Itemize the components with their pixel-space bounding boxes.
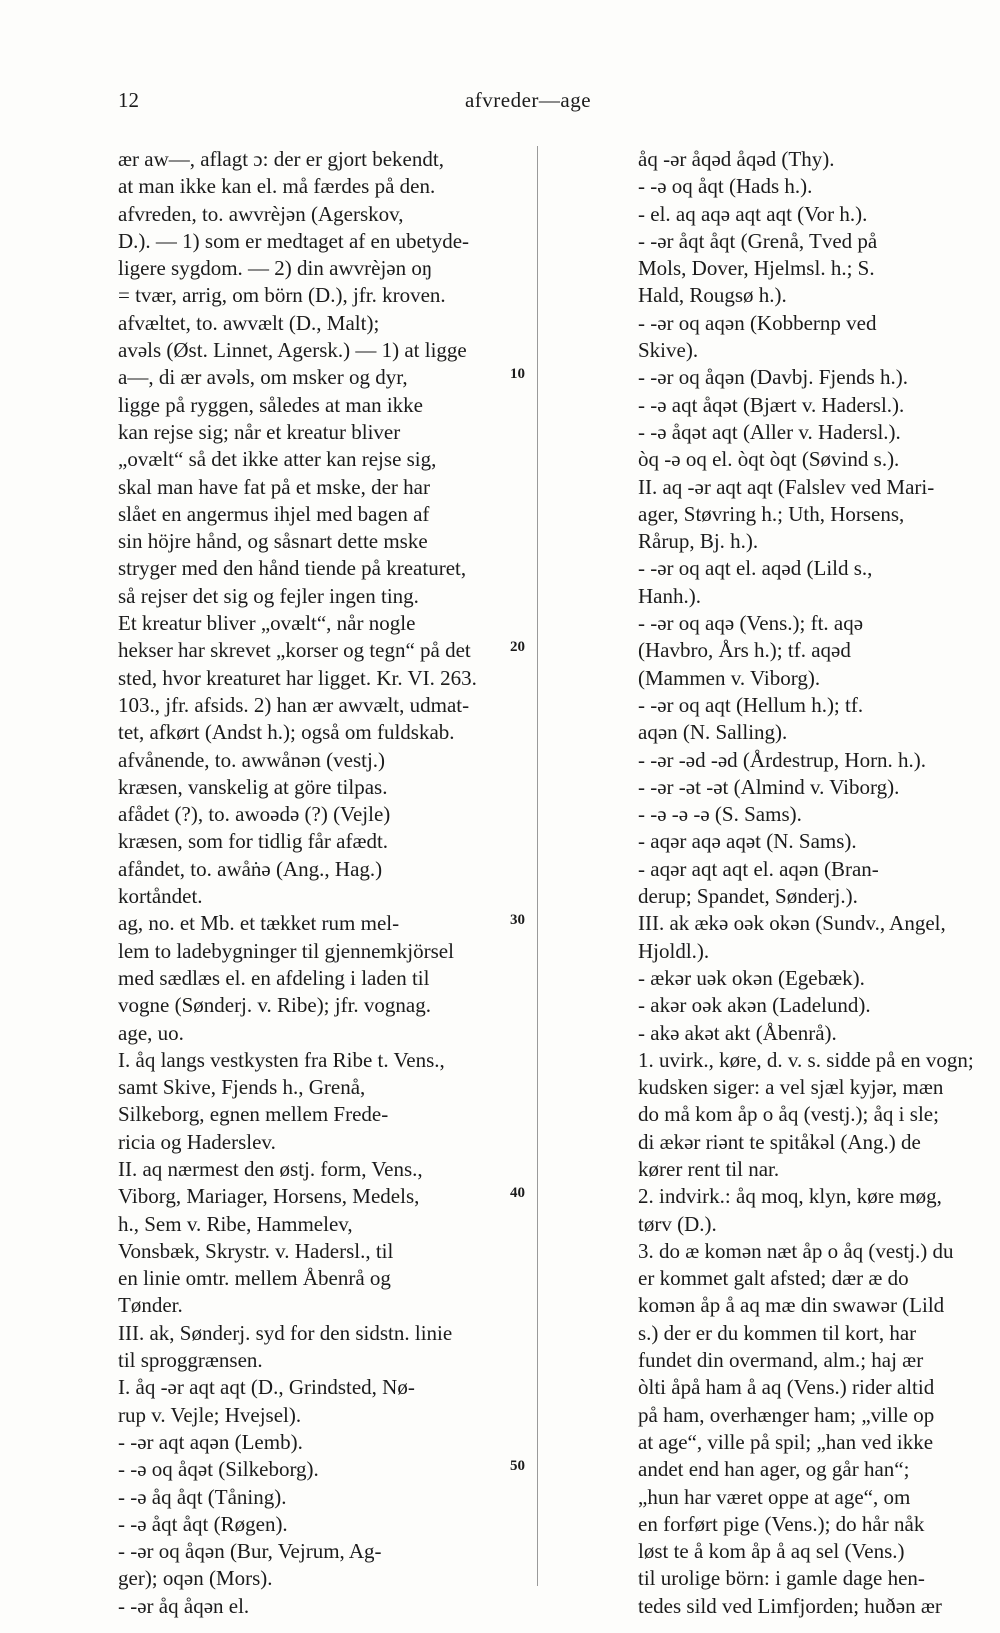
text-line: òq -ə oq el. òqt òqt (Søvind s.). bbox=[638, 447, 900, 472]
text-line: - -ər aqt aqən (Lemb). bbox=[118, 1429, 303, 1454]
text-line: - -ər -əd -əd (Årdestrup, Horn. h.). bbox=[638, 747, 927, 772]
text-line: sted, hvor kreaturet har ligget. Kr. VI. 263. bbox=[118, 665, 477, 690]
text-line: II. aq -ər aqt aqt (Falslev ved Mari- bbox=[638, 474, 935, 499]
page-header bbox=[118, 88, 938, 122]
running-head: afvreder—age bbox=[464, 88, 592, 112]
text-line: løst te å kom åp å aq sel (Vens.) bbox=[638, 1539, 905, 1564]
text-line: (Mammen v. Viborg). bbox=[638, 665, 821, 690]
text-line: på ham, overhænger ham; „ville op bbox=[638, 1402, 935, 1427]
text-line: stryger med den hånd tiende på kreaturet, bbox=[118, 556, 467, 581]
right-column bbox=[638, 146, 976, 1620]
text-line: - el. aq aqə aqt aqt (Vor h.). bbox=[638, 201, 868, 226]
left-column bbox=[118, 146, 530, 1620]
line-number: 40 bbox=[510, 1185, 525, 1201]
text-line: skal man have fat på et mske, der har bbox=[118, 474, 430, 499]
text-line: - ækər uək okən (Egebæk). bbox=[638, 965, 865, 990]
text-line: - -ər oq aqən (Kobbernp ved bbox=[638, 310, 877, 335]
text-line: „ovælt“ så det ikke atter kan rejse sig, bbox=[118, 447, 437, 472]
text-line: kan rejse sig; når et kreatur bliver bbox=[118, 419, 401, 444]
text-line: kører rent til nar. bbox=[638, 1156, 780, 1181]
text-line: - -ər oq aqt el. aqəd (Lild s., bbox=[638, 556, 873, 581]
text-line: I. åq langs vestkysten fra Ribe t. Vens., bbox=[118, 1047, 445, 1072]
text-line: a—, di ær avəls, om msker og dyr, bbox=[118, 365, 408, 390]
text-line: 1. uvirk., køre, d. v. s. sidde på en vogn; bbox=[638, 1047, 974, 1072]
text-line: avəls (Øst. Linnet, Agersk.) — 1) at ligge bbox=[118, 338, 467, 363]
text-line: Hald, Rougsø h.). bbox=[638, 283, 787, 308]
text-line: ager, Støvring h.; Uth, Horsens, bbox=[638, 501, 905, 526]
text-line: - -ə oq åqt (Hads h.). bbox=[638, 174, 813, 199]
text-line: - -ə -ə -ə (S. Sams). bbox=[638, 802, 802, 827]
text-line: åq -ər åqəd åqəd (Thy). bbox=[638, 147, 835, 171]
text-line: - -ər åqt åqt (Grenå, Tved på bbox=[638, 228, 878, 253]
text-line: afådet (?), to. awoədə (?) (Vejle) bbox=[118, 802, 391, 827]
text-line: sin höjre hånd, og såsnart dette mske bbox=[118, 529, 428, 554]
text-line: aqən (N. Salling). bbox=[638, 720, 788, 745]
text-line: tedes sild ved Limfjorden; huðən ær bbox=[638, 1593, 942, 1618]
text-line: komən åp å aq mæ din swawər (Lild bbox=[638, 1293, 945, 1318]
text-line: - -ər oq aqə (Vens.); ft. aqə bbox=[638, 611, 864, 636]
text-line: med sædlæs el. en afdeling i laden til bbox=[118, 965, 430, 990]
line-number: 30 bbox=[510, 912, 525, 928]
text-line: at age“, ville på spil; „han ved ikke bbox=[638, 1429, 934, 1454]
text-line: II. aq nærmest den østj. form, Vens., bbox=[118, 1156, 423, 1181]
text-line: Tønder. bbox=[118, 1293, 183, 1318]
text-line: ger); oqən (Mors). bbox=[118, 1566, 273, 1591]
text-line: hekser har skrevet „korser og tegn“ på det bbox=[118, 638, 471, 663]
text-line: fundet din overmand, alm.; haj ær bbox=[638, 1348, 924, 1373]
text-line: do må kom åp o åq (vestj.); åq i sle; bbox=[638, 1102, 939, 1127]
text-line: kortåndet. bbox=[118, 884, 203, 909]
text-line: - aqər aqə aqət (N. Sams). bbox=[638, 829, 857, 854]
text-line: tet, afkørt (Andst h.); også om fuldskab. bbox=[118, 720, 455, 745]
text-line: vogne (Sønderj. v. Ribe); jfr. vognag. bbox=[118, 993, 432, 1018]
text-line: Mols, Dover, Hjelmsl. h.; S. bbox=[638, 256, 875, 281]
text-line: òlti åpå ham å aq (Vens.) rider altid bbox=[638, 1375, 935, 1400]
text-line: ligge på ryggen, således at man ikke bbox=[118, 392, 423, 417]
line-number: 50 bbox=[510, 1458, 525, 1474]
text-line: samt Skive, Fjends h., Grenå, bbox=[118, 1075, 366, 1100]
text-line: ær aw—, aflagt ɔ: der er gjort bekendt, bbox=[118, 147, 444, 171]
text-line: lem to ladebygninger til gjennemkjörsel bbox=[118, 938, 454, 963]
text-line: andet end han ager, og går han“; bbox=[638, 1457, 910, 1482]
text-line: - akər oək akən (Ladelund). bbox=[638, 993, 871, 1018]
text-line: til sproggrænsen. bbox=[118, 1348, 263, 1373]
text-line: afvånende, to. awwånən (vestj.) bbox=[118, 747, 386, 772]
text-line: ligere sygdom. — 2) din awvrèjən oŋ bbox=[118, 256, 433, 281]
text-line: - -ər oq aqt (Hellum h.); tf. bbox=[638, 692, 864, 717]
text-line: D.). — 1) som er medtaget af en ubetyde- bbox=[118, 228, 470, 253]
text-line: Hjoldl.). bbox=[638, 938, 710, 963]
text-line: afvreden, to. awvrèjən (Agerskov, bbox=[118, 201, 404, 226]
text-line: rup v. Vejle; Hvejsel). bbox=[118, 1402, 302, 1427]
text-line: - -ə oq åqət (Silkeborg). bbox=[118, 1457, 319, 1482]
text-line: s.) der er du kommen til kort, har bbox=[638, 1320, 917, 1345]
text-line: til urolige börn: i gamle dage hen- bbox=[638, 1566, 925, 1591]
text-line: - -ə åqt åqt (Røgen). bbox=[118, 1511, 288, 1536]
text-line: kudsken siger: a vel sjæl kyjər, mæn bbox=[638, 1075, 944, 1100]
text-line: - aqər aqt aqt el. aqən (Bran- bbox=[638, 856, 879, 881]
text-line: at man ikke kan el. må færdes på den. bbox=[118, 174, 436, 199]
text-line: - -ər åq åqən el. bbox=[118, 1593, 250, 1618]
text-line: Viborg, Mariager, Horsens, Medels, bbox=[118, 1184, 420, 1209]
text-line: 103., jfr. afsids. 2) han ær awvælt, udmat- bbox=[118, 692, 470, 717]
text-line: h., Sem v. Ribe, Hammelev, bbox=[118, 1211, 353, 1236]
text-line: age, uo. bbox=[118, 1020, 184, 1045]
text-line: tørv (D.). bbox=[638, 1211, 717, 1236]
line-number: 20 bbox=[510, 639, 525, 655]
text-line: kræsen, som for tidlig får afædt. bbox=[118, 829, 389, 854]
line-number: 10 bbox=[510, 366, 525, 382]
text-line: Skive). bbox=[638, 338, 699, 363]
text-line: så rejser det sig og fejler ingen ting. bbox=[118, 583, 419, 608]
text-line: 2. indvirk.: åq moq, klyn, køre møg, bbox=[638, 1184, 942, 1209]
text-line: (Havbro, Års h.); tf. aqəd bbox=[638, 638, 851, 663]
text-line: di ækər riənt te spitåkəl (Ang.) de bbox=[638, 1129, 921, 1154]
text-line: „hun har været oppe at age“, om bbox=[638, 1484, 911, 1509]
text-line: Rårup, Bj. h.). bbox=[638, 529, 759, 554]
text-line: afåndet, to. awåṅə (Ang., Hag.) bbox=[118, 856, 383, 881]
text-line: ricia og Haderslev. bbox=[118, 1129, 276, 1154]
text-line: en forført pige (Vens.); do hår nåk bbox=[638, 1511, 925, 1536]
page-number: 12 bbox=[118, 88, 139, 112]
text-line: kræsen, vanskelig at göre tilpas. bbox=[118, 774, 388, 799]
text-line: - -ər oq åqən (Bur, Vejrum, Ag- bbox=[118, 1539, 382, 1564]
text-line: Et kreatur bliver „ovælt“, når nogle bbox=[118, 611, 416, 636]
text-line: - -ər oq åqən (Davbj. Fjends h.). bbox=[638, 365, 909, 390]
text-line: en linie omtr. mellem Åbenrå og bbox=[118, 1266, 391, 1291]
text-line: Silkeborg, egnen mellem Frede- bbox=[118, 1102, 389, 1127]
text-line: - akə akət akt (Åbenrå). bbox=[638, 1020, 837, 1045]
text-line: Vonsbæk, Skrystr. v. Hadersl., til bbox=[118, 1238, 394, 1263]
text-line: slået en angermus ihjel med bagen af bbox=[118, 501, 430, 526]
text-line: afvæltet, to. awvælt (D., Malt); bbox=[118, 310, 380, 335]
text-line: I. åq -ər aqt aqt (D., Grindsted, Nø- bbox=[118, 1375, 415, 1400]
text-line: = tvær, arrig, om börn (D.), jfr. kroven. bbox=[118, 283, 446, 308]
text-line: - -ə aqt åqət (Bjært v. Hadersl.). bbox=[638, 392, 905, 417]
column-divider bbox=[537, 146, 538, 1586]
text-line: 3. do æ komən næt åp o åq (vestj.) du bbox=[638, 1238, 954, 1263]
text-line: Hanh.). bbox=[638, 583, 701, 608]
text-line: er kommet galt afsted; dær æ do bbox=[638, 1266, 909, 1291]
text-line: derup; Spandet, Sønderj.). bbox=[638, 884, 858, 909]
text-line: ag, no. et Mb. et tækket rum mel- bbox=[118, 911, 400, 936]
text-line: - -ər -ət -ət (Almind v. Viborg). bbox=[638, 774, 900, 799]
text-line: III. ak, Sønderj. syd for den sidstn. linie bbox=[118, 1320, 453, 1345]
text-line: - -ə åq åqt (Tåning). bbox=[118, 1484, 287, 1509]
text-line: III. ak ækə oək okən (Sundv., Angel, bbox=[638, 911, 946, 936]
text-line: - -ə åqət aqt (Aller v. Hadersl.). bbox=[638, 419, 901, 444]
